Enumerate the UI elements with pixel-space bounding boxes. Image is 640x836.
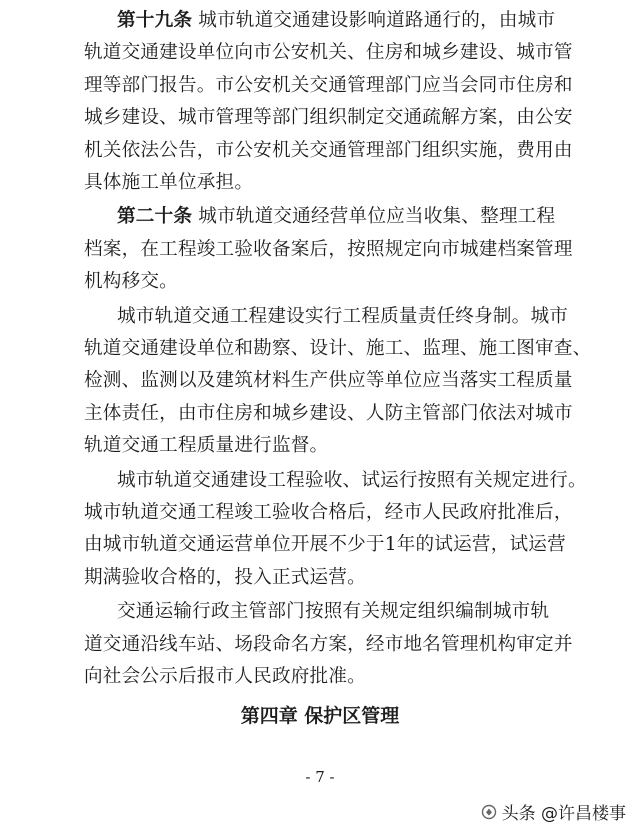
- paragraph-line: [84, 369, 573, 393]
- article-number: 第二十条: [117, 206, 193, 228]
- paragraph-line: [84, 74, 573, 98]
- paragraph-line: [84, 139, 573, 163]
- paragraph-first-line: [117, 205, 555, 229]
- paragraph-line: [84, 106, 573, 130]
- paragraph-line: [84, 633, 573, 657]
- line-text: 期满验收合格的，投入正式运营。: [84, 566, 366, 588]
- page-number: - 7 -: [305, 768, 335, 786]
- paragraph-line: [84, 337, 591, 361]
- line-text: 向社会公示后报市人民政府批准。: [84, 666, 366, 687]
- line-text: 检测、监测以及建筑材料生产供应等单位应当落实工程质量: [84, 370, 573, 392]
- paragraph-line: [84, 533, 566, 557]
- line-text: 轨道交通建设单位向市公安机关、住房和城乡建设、城市管: [84, 42, 573, 64]
- line-text: 城市轨道交通建设影响道路通行的，由城市: [198, 10, 556, 31]
- watermark-text: 头条 @许昌楼事: [501, 804, 626, 824]
- line-text: 由城市轨道交通运营单位开展不少于1年的试运营，试运营: [84, 534, 566, 556]
- line-text: 轨道交通建设单位和勘察、设计、施工、监理、施工图审查、: [84, 338, 592, 359]
- paragraph-line: [84, 434, 328, 458]
- line-text: 城乡建设、城市管理等部门组织制定交通疏解方案，由公安: [84, 107, 573, 129]
- line-text: 交通运输行政主管部门按照有关规定组织编制城市轨: [117, 601, 550, 623]
- paragraph-line: [84, 501, 573, 525]
- toutiao-logo-icon: [481, 804, 497, 820]
- watermark: [481, 799, 626, 824]
- paragraph-first-line: [117, 600, 549, 624]
- paragraph-line: [84, 665, 366, 689]
- line-text: 主体责任，由市住房和城乡建设、人防主管部门依法对城市: [84, 402, 573, 424]
- paragraph-line: [84, 402, 573, 426]
- paragraph-first-line: [117, 9, 555, 33]
- line-text: 城市轨道交通建设工程验收、试运行按照有关规定进行。: [117, 469, 587, 491]
- line-text: 城市轨道交通工程竣工验收合格后，经市人民政府批准后，: [84, 502, 573, 523]
- line-text: 档案，在工程竣工验收备案后，按照规定向市城建档案管理: [84, 238, 573, 260]
- line-text: 城市轨道交通经营单位应当收集、整理工程: [198, 206, 556, 228]
- line-text: 轨道交通工程质量进行监督。: [84, 435, 329, 457]
- line-text: 理等部门报告。市公安机关交通管理部门应当会同市住房和: [84, 74, 573, 96]
- article-number: 第十九条: [117, 10, 193, 31]
- paragraph-line: [84, 41, 573, 65]
- line-text: 具体施工单位承担。: [84, 172, 254, 193]
- paragraph-line: [84, 566, 366, 590]
- paragraph-first-line: [117, 469, 587, 493]
- paragraph-line: [84, 238, 573, 262]
- paragraph-first-line: [117, 305, 568, 329]
- line-text: 道交通沿线车站、场段命名方案，经市地名管理机构审定并: [84, 633, 573, 655]
- paragraph-line: [84, 171, 253, 195]
- chapter-title: 第四章 保护区管理: [240, 705, 400, 727]
- paragraph-line: [84, 270, 178, 294]
- line-text: 机关依法公告，市公安机关交通管理部门组织实施，费用由: [84, 139, 573, 161]
- line-text: 城市轨道交通工程建设实行工程质量责任终身制。城市: [117, 305, 569, 327]
- line-text: 机构移交。: [84, 271, 178, 293]
